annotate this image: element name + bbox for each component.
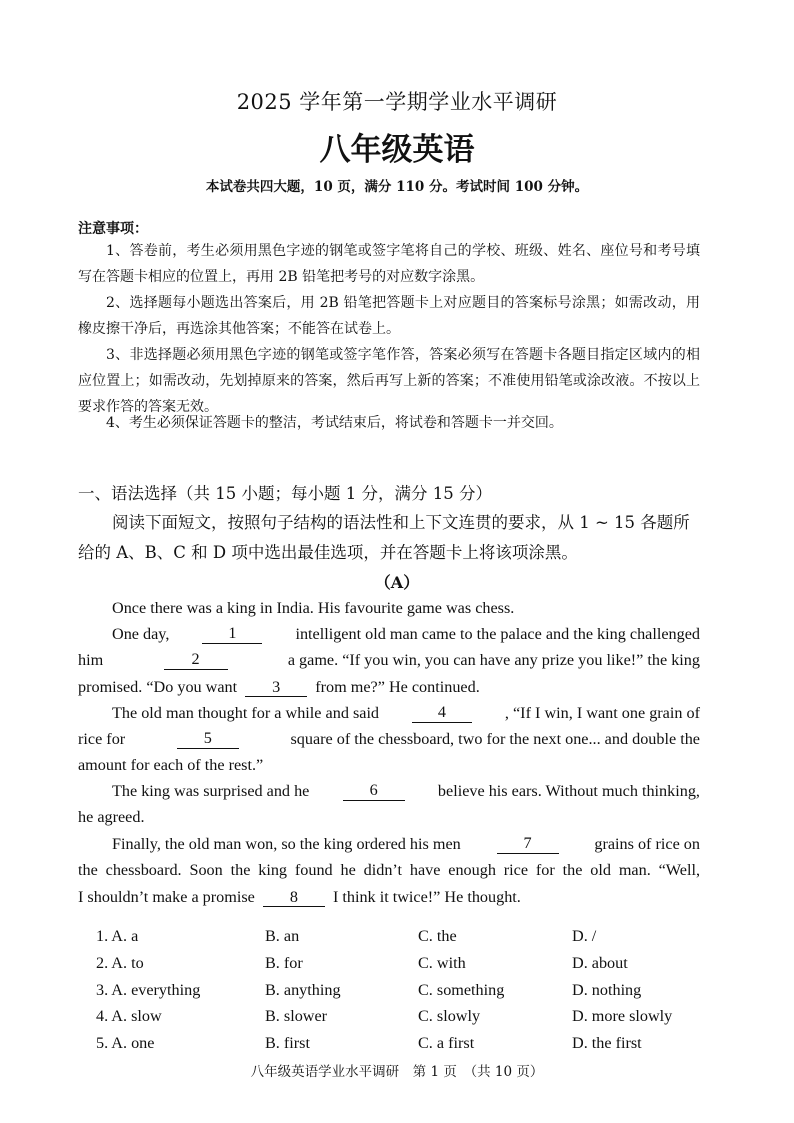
option-b: B. an <box>265 927 300 945</box>
passage-text: promised. “Do you want <box>78 678 238 696</box>
blank-4: 4 <box>412 704 472 723</box>
passage-line: amount for each of the rest.” <box>78 756 264 774</box>
note-item: 3、非选择题必须用黑色字迹的钢笔或签字笔作答，答案必须写在答题卡各题目指定区域内的相应位置上；如需改动，先划掉原来的答案，然后再写上新的答案；不准使用铅笔或涂改液。不按以上要求作答的答案无效。 <box>78 347 700 415</box>
blank-7: 7 <box>497 835 559 854</box>
blank-6: 6 <box>343 782 405 801</box>
option-a: 5. A. one <box>96 1034 155 1052</box>
exam-title-line1: 2025 学年第一学期学业水平调研 <box>236 90 558 114</box>
option-d: D. / <box>572 927 597 945</box>
passage-text: Finally, the old man won, so the king ordered his men <box>112 835 461 853</box>
passage-line <box>112 704 700 723</box>
passage-line <box>112 782 700 801</box>
passage-text: square of the chessboard, two for the next one... and double the <box>290 730 700 748</box>
option-b: B. for <box>265 954 303 972</box>
passage-line: the chessboard. Soon the king found he didn’t have enough rice for the old man. “Well, <box>78 861 700 879</box>
option-d: D. more slowly <box>572 1007 673 1025</box>
option-c: C. the <box>418 927 457 945</box>
blank-3: 3 <box>245 679 307 697</box>
passage-text: The old man thought for a while and said <box>112 704 380 722</box>
note-item: 4、考生必须保证答题卡的整洁，考试结束后，将试卷和答题卡一并交回。 <box>106 415 563 431</box>
note-item: 1、答卷前，考生必须用黑色字迹的钢笔或签字笔将自己的学校、班级、姓名、座位号和考号填写在答题卡相应的位置上，再用 2B 铅笔把考号的对应数字涂黑。 <box>78 243 700 285</box>
passage-text: I think it twice!” He thought. <box>332 888 521 906</box>
option-a: 2. A. to <box>96 954 144 972</box>
option-b: B. anything <box>265 981 341 999</box>
passage-text: I shouldn’t make a promise <box>78 888 255 906</box>
option-c: C. with <box>418 954 466 972</box>
passage-line <box>78 730 700 749</box>
blank-2: 2 <box>164 651 228 670</box>
option-d: D. the first <box>572 1034 642 1052</box>
option-d: D. about <box>572 954 628 972</box>
passage-line: he agreed. <box>78 808 145 826</box>
passage-text: him <box>78 651 104 669</box>
page-footer: 八年级英语学业水平调研 第 1 页 （共 10 页） <box>250 1064 544 1080</box>
passage-line <box>78 651 700 670</box>
option-b: B. slower <box>265 1007 328 1025</box>
passage-line: Once there was a king in India. His favourite game was chess. <box>112 599 515 617</box>
passage-text: grains of rice on <box>594 835 700 853</box>
note-item: 2、选择题每小题选出答案后，用 2B 铅笔把答题卡上对应题目的答案标号涂黑；如需改动，用橡皮擦干净后，再选涂其他答案；不能答在试卷上。 <box>78 295 700 337</box>
exam-info: 本试卷共四大题，10 页，满分 110 分。考试时间 100 分钟。 <box>205 179 589 195</box>
passage-text: , “If I win, I want one grain of <box>504 704 700 722</box>
passage-line <box>112 625 700 644</box>
blank-5: 5 <box>177 730 239 749</box>
option-a: 1. A. a <box>96 927 139 945</box>
option-d: D. nothing <box>572 981 642 999</box>
passage-text: The king was surprised and he <box>112 782 310 800</box>
passage-text: believe his ears. Without much thinking, <box>437 782 700 800</box>
passage-line <box>112 835 700 854</box>
section-heading: 一、语法选择（共 15 小题；每小题 1 分，满分 15 分） <box>78 484 492 503</box>
exam-subject-title: 八年级英语 <box>319 132 475 168</box>
notes-heading: 注意事项： <box>78 221 148 237</box>
blank-1: 1 <box>202 625 262 644</box>
option-a: 3. A. everything <box>96 981 201 999</box>
passage-text: intelligent old man came to the palace and the king challenged <box>295 625 700 643</box>
passage-text: a game. “If you win, you can have any prize you like!” the king <box>287 651 700 669</box>
option-c: C. slowly <box>418 1007 481 1025</box>
option-c: C. something <box>418 981 505 999</box>
passage-text: from me?” He continued. <box>315 678 480 696</box>
blank-8: 8 <box>263 889 325 907</box>
section-instructions: 阅读下面短文，按照句子结构的语法性和上下文连贯的要求，从 1 ~ 15 各题所给的 A、B、C 和 D 项中选出最佳选项，并在答题卡上将该项涂黑。 <box>78 513 690 562</box>
passage-text: rice for <box>78 730 126 748</box>
option-c: C. a first <box>418 1034 475 1052</box>
passage-line <box>78 678 480 697</box>
passage-title: （A） <box>374 573 420 592</box>
passage-text: One day, <box>112 625 170 643</box>
option-b: B. first <box>265 1034 310 1052</box>
passage-line <box>78 888 521 907</box>
option-a: 4. A. slow <box>96 1007 162 1025</box>
